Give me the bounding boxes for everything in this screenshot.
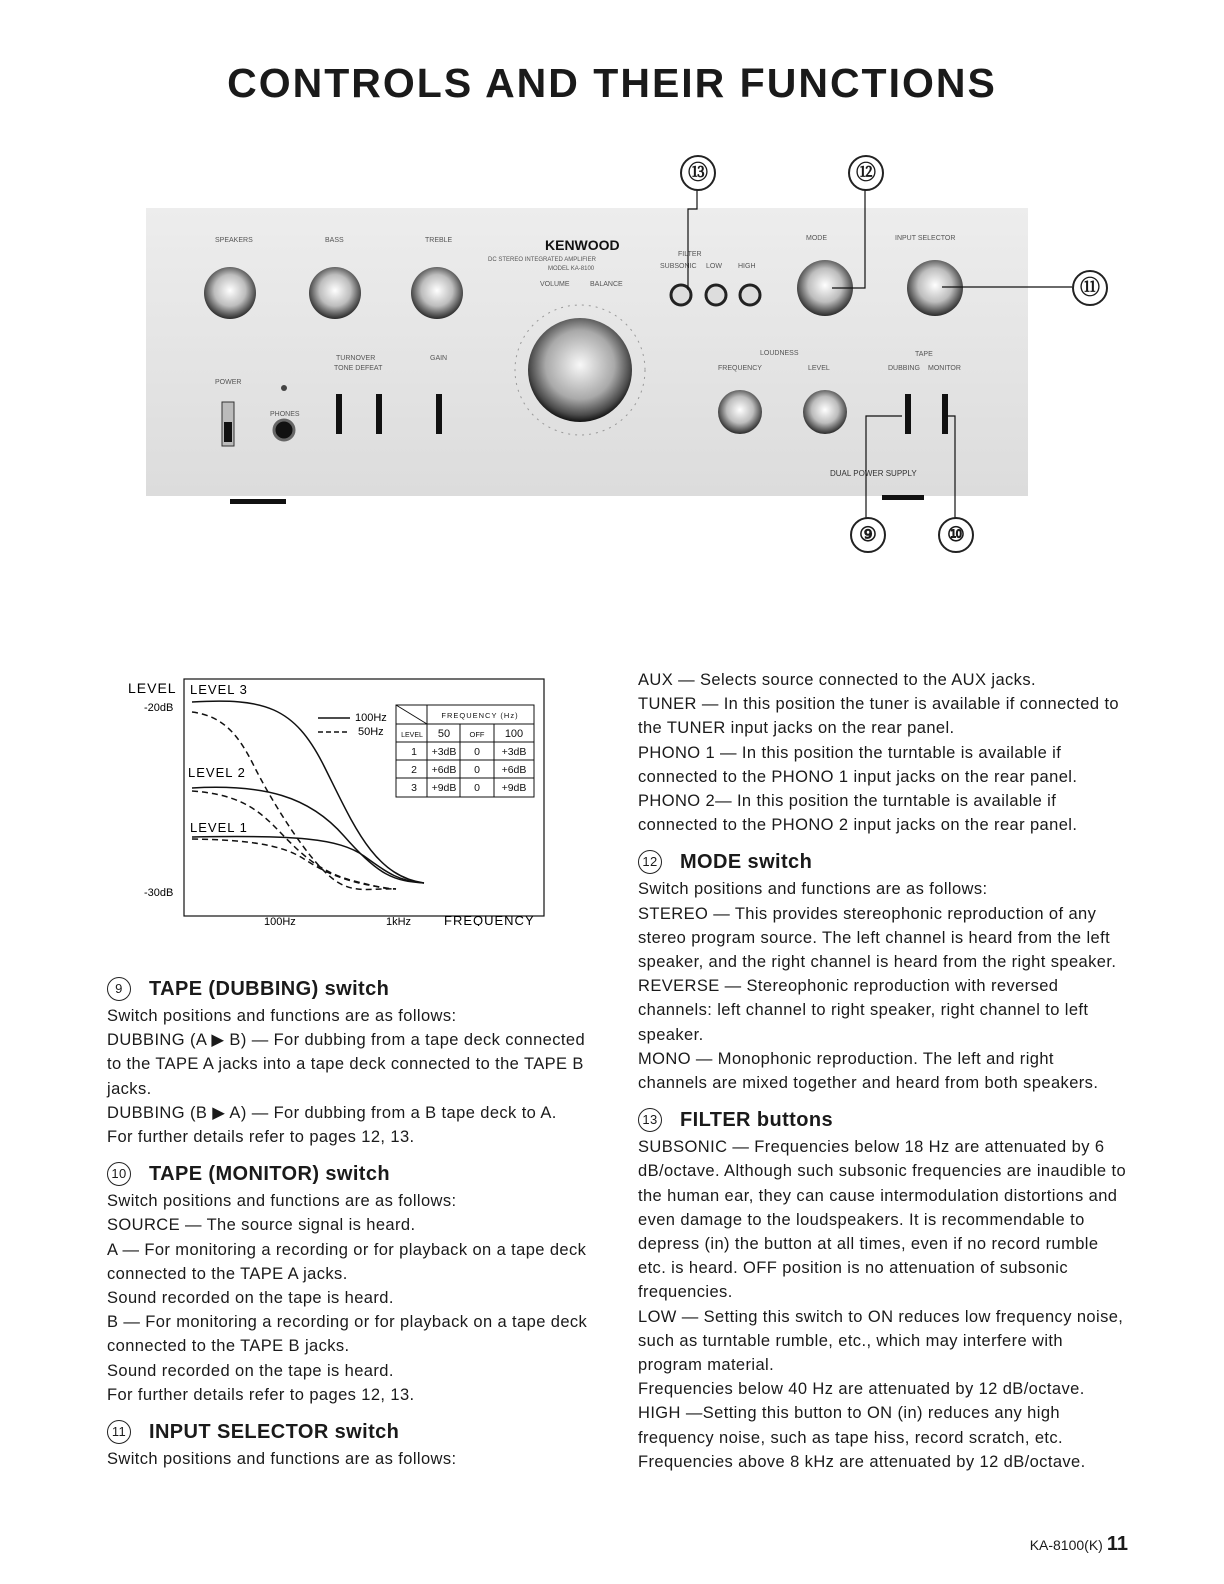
paragraph: Switch positions and functions are as follows: bbox=[107, 1192, 457, 1211]
paragraph: Frequencies above 8 kHz are attenuated by 12 dB/octave. bbox=[638, 1452, 1086, 1471]
paragraph: Frequencies below 40 Hz are attenuated by 12 dB/octave. bbox=[638, 1380, 1085, 1399]
panel-label-input-selector: INPUT SELECTOR bbox=[895, 235, 956, 242]
panel-label-subsonic: SUBSONIC bbox=[660, 263, 697, 270]
panel-label-balance: BALANCE bbox=[590, 281, 623, 288]
paragraph: MONO — Monophonic reproduction. The left and right channels are mixed together and heard from both speakers. bbox=[638, 1049, 1099, 1093]
panel-label-tone-defeat: TONE DEFEAT bbox=[334, 365, 383, 372]
paragraph: A — For monitoring a recording or for playback on a tape deck connected to the TAPE A jacks. bbox=[107, 1240, 587, 1283]
paragraph: REVERSE — Stereophonic reproduction with reversed channels: left channel to right speaker, right channel to left speaker. bbox=[638, 977, 1089, 1044]
paragraph: SUBSONIC — Frequencies below 18 Hz are attenuated by 6 dB/octave. Although such subsonic frequencies are inaudible to the human ear, they can cause intermodulation distortions and even damage to the loudspeakers. It is recommendable to depress (in) the button at all times, even if no record rumble etc. is heard. OFF position is no attenuation of subsonic frequencies. bbox=[638, 1138, 1127, 1302]
panel-label-dual-power-supply: DUAL POWER SUPPLY bbox=[830, 469, 917, 478]
volume-knob bbox=[528, 318, 632, 422]
legend-50hz: 50Hz bbox=[358, 726, 384, 738]
panel-label-high: HIGH bbox=[738, 263, 756, 270]
panel-model-line: DC STEREO INTEGRATED AMPLIFIER bbox=[488, 257, 596, 263]
table-cell: 3 bbox=[411, 782, 417, 794]
table-cell: 0 bbox=[474, 746, 480, 758]
callout-9: ⑨ bbox=[850, 517, 886, 553]
table-cell: 2 bbox=[411, 764, 417, 776]
y-tick-label: -20dB bbox=[144, 702, 174, 714]
table-cell: 1 bbox=[411, 746, 417, 758]
panel-label-mode: MODE bbox=[806, 235, 827, 242]
paragraph: LOW — Setting this switch to ON reduces low frequency noise, such as turntable rumble, etc., which may interfere with program material. bbox=[638, 1307, 1124, 1375]
section-heading-mode: 12 MODE switch bbox=[638, 849, 1128, 875]
power-switch bbox=[224, 422, 232, 442]
panel-label-speakers: SPEAKERS bbox=[215, 237, 253, 244]
paragraph: PHONO 2— In this position the turntable is available if connected to the PHONO 2 input jacks on the rear panel. bbox=[638, 792, 1078, 835]
section-heading-tape-dubbing: 9 TAPE (DUBBING) switch bbox=[107, 976, 597, 1002]
chart-xlabel: FREQUENCY bbox=[444, 913, 535, 926]
section-number: 9 bbox=[107, 977, 131, 1001]
y-tick-label: -30dB bbox=[144, 887, 174, 899]
paragraph: Switch positions and functions are as follows: bbox=[107, 1450, 457, 1469]
paragraph: DUBBING (B ▶ A) — For dubbing from a B tape deck to A. bbox=[107, 1103, 557, 1122]
panel-label-volume: VOLUME bbox=[540, 281, 570, 288]
filter-low-button bbox=[706, 285, 726, 305]
bass-knob bbox=[309, 267, 361, 319]
treble-knob bbox=[411, 267, 463, 319]
x-tick-label: 100Hz bbox=[264, 916, 296, 926]
paragraph: TUNER — In this position the tuner is available if connected to the TUNER input jacks on the rear panel. bbox=[638, 695, 1120, 738]
callout-12: ⑫ bbox=[848, 155, 884, 191]
panel-label-level: LEVEL bbox=[808, 365, 830, 372]
phones-jack bbox=[274, 420, 294, 440]
power-indicator bbox=[281, 385, 287, 391]
page-number: 11 bbox=[1106, 1533, 1128, 1555]
speakers-knob bbox=[204, 267, 256, 319]
paragraph: PHONO 1 — In this position the turntable is available if connected to the PHONO 1 input jacks on the rear panel. bbox=[638, 743, 1078, 786]
panel-label-dubbing: DUBBING bbox=[888, 365, 920, 372]
paragraph: DUBBING (A ▶ B) — For dubbing from a tape deck connected to the TAPE A jacks into a tape deck connected to the TAPE B jacks. bbox=[107, 1031, 586, 1098]
panel-label-frequency: FREQUENCY bbox=[718, 365, 762, 372]
panel-label-treble: TREBLE bbox=[425, 237, 453, 244]
table-cell: +6dB bbox=[431, 764, 457, 776]
input-selector-knob bbox=[907, 260, 963, 316]
callout-11: ⑪ bbox=[1072, 270, 1108, 306]
paragraph: B — For monitoring a recording or for playback on a tape deck connected to the TAPE B jacks. bbox=[107, 1313, 588, 1356]
panel-label-gain: GAIN bbox=[430, 355, 448, 362]
loudness-level-knob bbox=[803, 390, 847, 434]
table-cell: +3dB bbox=[431, 746, 457, 758]
loudness-chart bbox=[124, 676, 554, 926]
legend-100hz: 100Hz bbox=[355, 712, 387, 724]
chart-ylabel: LEVEL bbox=[128, 680, 177, 696]
section-number: 13 bbox=[638, 1108, 662, 1132]
table-cell: 0 bbox=[474, 764, 480, 776]
x-tick-label: 1kHz bbox=[386, 916, 412, 926]
paragraph: Switch positions and functions are as follows: bbox=[107, 1007, 457, 1025]
table-cell: +9dB bbox=[501, 782, 527, 794]
page-footer bbox=[1030, 1533, 1128, 1556]
section-number: 11 bbox=[107, 1420, 131, 1444]
paragraph: Sound recorded on the tape is heard. bbox=[107, 1361, 394, 1380]
paragraph: For further details refer to pages 12, 13. bbox=[107, 1128, 415, 1147]
curve-label-level3: LEVEL 3 bbox=[190, 682, 248, 697]
table-cell: +6dB bbox=[501, 764, 527, 776]
filter-high-button bbox=[740, 285, 760, 305]
paragraph: HIGH —Setting this button to ON (in) reduces any high frequency noise, such as tape hiss, record scratch, etc. bbox=[638, 1404, 1064, 1447]
paragraph: Switch positions and functions are as follows: bbox=[638, 880, 988, 899]
panel-model: MODEL KA-8100 bbox=[548, 266, 595, 272]
footer-model: KA-8100(K) bbox=[1029, 1537, 1103, 1553]
section-heading-filter: 13 FILTER buttons bbox=[638, 1107, 1128, 1133]
section-heading-tape-monitor: 10 TAPE (MONITOR) switch bbox=[107, 1161, 597, 1187]
right-column bbox=[638, 668, 1128, 1474]
panel-label-low: LOW bbox=[706, 263, 722, 270]
paragraph: SOURCE — The source signal is heard. bbox=[107, 1216, 416, 1235]
tape-monitor-switch bbox=[942, 394, 948, 434]
table-cell: +9dB bbox=[431, 782, 457, 794]
table-header-group: FREQUENCY (Hz) bbox=[441, 711, 519, 720]
left-column bbox=[107, 976, 597, 1471]
curve-label-level2: LEVEL 2 bbox=[188, 765, 246, 780]
callout-13: ⑬ bbox=[680, 155, 716, 191]
amplifier-front-panel bbox=[0, 150, 1224, 580]
table-col-header: 50 bbox=[437, 728, 451, 740]
panel-label-turnover: TURNOVER bbox=[336, 355, 376, 362]
table-col-header: LEVEL bbox=[401, 732, 423, 739]
page-title: CONTROLS AND THEIR FUNCTIONS bbox=[227, 60, 997, 106]
table-cell: 0 bbox=[474, 782, 480, 794]
table-col-header: OFF bbox=[469, 730, 485, 739]
section-number: 10 bbox=[107, 1162, 131, 1186]
panel-label-phones: PHONES bbox=[270, 411, 300, 418]
paragraph: AUX — Selects source connected to the AUX jacks. bbox=[638, 671, 1036, 689]
table-cell: +3dB bbox=[501, 746, 527, 758]
panel-label-loudness: LOUDNESS bbox=[760, 350, 799, 357]
paragraph: Sound recorded on the tape is heard. bbox=[107, 1289, 394, 1308]
panel-label-bass: BASS bbox=[325, 237, 344, 244]
curve-label-level1: LEVEL 1 bbox=[190, 820, 248, 835]
panel-label-monitor: MONITOR bbox=[928, 365, 961, 372]
tape-dubbing-switch bbox=[905, 394, 911, 434]
paragraph: For further details refer to pages 12, 13. bbox=[107, 1385, 415, 1404]
section-number: 12 bbox=[638, 850, 662, 874]
callout-10: ⑩ bbox=[938, 517, 974, 553]
paragraph: STEREO — This provides stereophonic reproduction of any stereo program source. The left channel is heard from the left speaker, and the right channel is heard from the right speaker. bbox=[638, 904, 1117, 972]
panel-label-power: POWER bbox=[215, 379, 242, 386]
table-col-header: 100 bbox=[504, 728, 524, 740]
panel-label-filter: FILTER bbox=[678, 251, 702, 258]
loudness-frequency-knob bbox=[718, 390, 762, 434]
panel-label-tape: TAPE bbox=[915, 351, 933, 358]
section-heading-input-selector: 11 INPUT SELECTOR switch bbox=[107, 1419, 597, 1445]
brand-logo: KENWOOD bbox=[545, 237, 620, 253]
